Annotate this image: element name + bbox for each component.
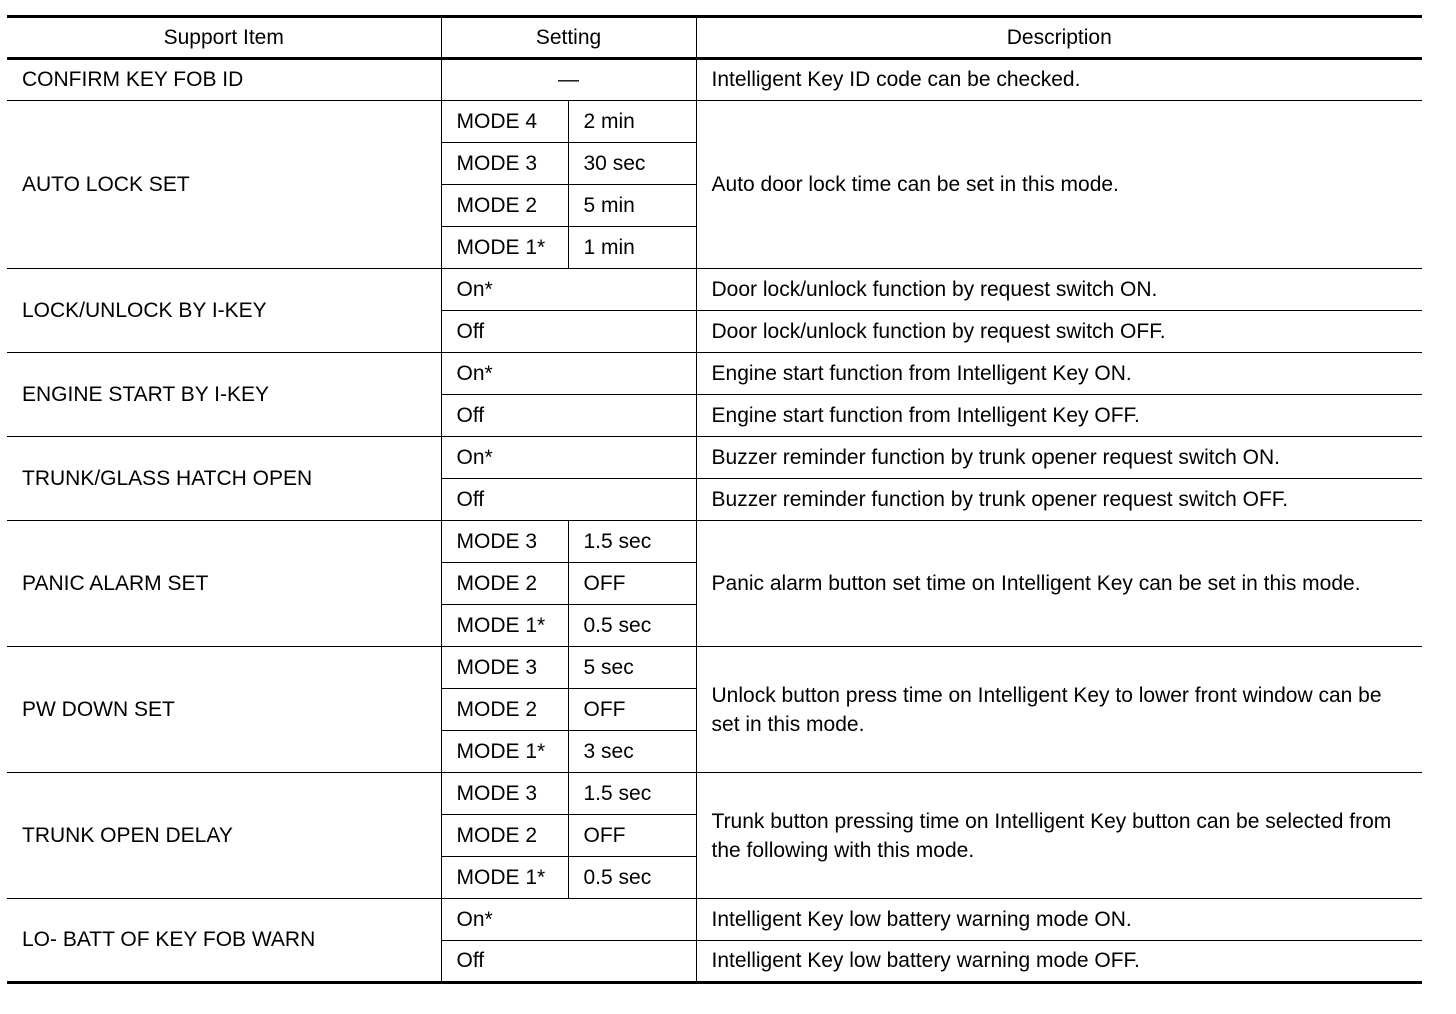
support-item-label: PW DOWN SET (7, 647, 441, 773)
table-row (7, 521, 1422, 563)
header-description: Description (696, 17, 1422, 59)
table-row (7, 269, 1422, 311)
description-text: Door lock/unlock function by request switch ON. (696, 269, 1422, 311)
setting-value: — (441, 59, 696, 101)
mode-label: MODE 2 (441, 185, 568, 227)
setting-value: On* (441, 899, 696, 941)
description-text: Intelligent Key ID code can be checked. (696, 59, 1422, 101)
mode-value: 2 min (568, 101, 696, 143)
mode-label: MODE 1* (441, 605, 568, 647)
support-item-label: AUTO LOCK SET (7, 101, 441, 269)
mode-value: 0.5 sec (568, 605, 696, 647)
mode-label: MODE 2 (441, 815, 568, 857)
mode-value: 1.5 sec (568, 773, 696, 815)
description-text: Engine start function from Intelligent Key OFF. (696, 395, 1422, 437)
mode-value: OFF (568, 815, 696, 857)
mode-label: MODE 4 (441, 101, 568, 143)
description-text: Intelligent Key low battery warning mode ON. (696, 899, 1422, 941)
support-items-table (7, 15, 1422, 984)
mode-value: 0.5 sec (568, 857, 696, 899)
mode-label: MODE 3 (441, 521, 568, 563)
table-row (7, 773, 1422, 815)
header-setting: Setting (441, 17, 696, 59)
mode-label: MODE 3 (441, 647, 568, 689)
mode-value: OFF (568, 563, 696, 605)
mode-label: MODE 2 (441, 689, 568, 731)
mode-label: MODE 3 (441, 773, 568, 815)
support-item-label: ENGINE START BY I-KEY (7, 353, 441, 437)
description-text: Engine start function from Intelligent Key ON. (696, 353, 1422, 395)
setting-value: Off (441, 479, 696, 521)
mode-value: 1 min (568, 227, 696, 269)
mode-value: 5 min (568, 185, 696, 227)
table-row (7, 437, 1422, 479)
table-row (7, 101, 1422, 143)
mode-value: 3 sec (568, 731, 696, 773)
mode-label: MODE 1* (441, 857, 568, 899)
setting-value: Off (441, 941, 696, 983)
table-row (7, 899, 1422, 941)
description-text: Panic alarm button set time on Intelligent Key can be set in this mode. (696, 521, 1422, 647)
mode-label: MODE 1* (441, 731, 568, 773)
mode-value: OFF (568, 689, 696, 731)
support-item-label: LO- BATT OF KEY FOB WARN (7, 899, 441, 983)
support-item-label: LOCK/UNLOCK BY I-KEY (7, 269, 441, 353)
description-text: Trunk button pressing time on Intelligent Key button can be selected from the following with this mode. (696, 773, 1422, 899)
mode-value: 30 sec (568, 143, 696, 185)
mode-value: 5 sec (568, 647, 696, 689)
setting-value: On* (441, 353, 696, 395)
support-item-label: CONFIRM KEY FOB ID (7, 59, 441, 101)
mode-label: MODE 3 (441, 143, 568, 185)
table-row (7, 59, 1422, 101)
description-text: Auto door lock time can be set in this mode. (696, 101, 1422, 269)
support-item-label: PANIC ALARM SET (7, 521, 441, 647)
description-text: Buzzer reminder function by trunk opener request switch ON. (696, 437, 1422, 479)
support-item-label: TRUNK OPEN DELAY (7, 773, 441, 899)
table-header-row (7, 17, 1422, 59)
setting-value: Off (441, 395, 696, 437)
description-text: Intelligent Key low battery warning mode OFF. (696, 941, 1422, 983)
description-text: Door lock/unlock function by request switch OFF. (696, 311, 1422, 353)
mode-value: 1.5 sec (568, 521, 696, 563)
header-support-item: Support Item (7, 17, 441, 59)
setting-value: Off (441, 311, 696, 353)
table-row (7, 647, 1422, 689)
support-item-label: TRUNK/GLASS HATCH OPEN (7, 437, 441, 521)
setting-value: On* (441, 269, 696, 311)
description-text: Unlock button press time on Intelligent Key to lower front window can be set in this mode. (696, 647, 1422, 773)
table-row (7, 353, 1422, 395)
setting-value: On* (441, 437, 696, 479)
description-text: Buzzer reminder function by trunk opener request switch OFF. (696, 479, 1422, 521)
mode-label: MODE 2 (441, 563, 568, 605)
mode-label: MODE 1* (441, 227, 568, 269)
